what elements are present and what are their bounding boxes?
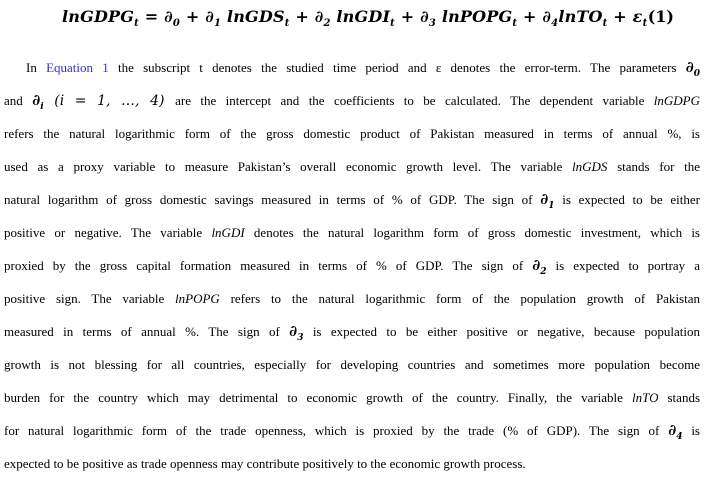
text-run: is expected to portray a <box>546 258 700 273</box>
subscript: 3 <box>428 18 437 30</box>
paragraph-line <box>4 150 700 183</box>
paragraph-line <box>4 84 700 117</box>
text-run: the subscript t denotes the studied time period and ε denotes the error-term. The parameters <box>108 60 686 75</box>
subscript: 2 <box>540 267 547 277</box>
subscript: 4 <box>676 432 683 442</box>
text-run: for natural logarithmic form of the trade openness, which is proxied by the trade (% of GDP). The sign of <box>4 423 669 438</box>
paragraph-line <box>4 315 700 348</box>
text-run: lnPOPG <box>175 291 220 306</box>
subscript: t <box>284 18 290 30</box>
subscript: t <box>642 18 648 30</box>
text-run: is <box>682 423 700 438</box>
text-run: is expected to be either <box>554 192 700 207</box>
text-run: lnGDI <box>211 225 245 240</box>
text-run: = <box>138 7 165 26</box>
paragraph-line <box>4 216 700 249</box>
text-run: + <box>289 7 315 26</box>
text-run: and <box>4 93 33 108</box>
text-run: expected to be positive as trade openness may contribute positively to the economic growth process. <box>4 456 526 471</box>
math-symbol: $\partial_4$ <box>542 7 559 30</box>
equation <box>62 7 648 30</box>
text-run: is expected to be either positive or negative, because population <box>303 324 701 339</box>
math-symbol: lnGDPG$_t$ <box>62 7 139 30</box>
text-run: refers to the natural logarithmic form of the population growth of Pakistan <box>219 291 700 306</box>
text-run: lnTO <box>631 390 659 405</box>
subscript: 1 <box>548 201 555 211</box>
math-symbol: lnGDS$_t$ <box>221 7 290 30</box>
subscript: t <box>390 18 395 30</box>
text-run: proxied by the gross capital formation measured in terms of % of GDP. The sign of <box>4 258 533 273</box>
subscript: t <box>134 18 139 30</box>
math-symbol: $\partial_0$ <box>164 7 181 30</box>
paragraph-line <box>4 414 700 447</box>
paragraph-line <box>4 282 700 315</box>
math-symbol: $\partial_1$ <box>205 7 222 30</box>
text-run: lnGDPG <box>653 93 700 108</box>
math-symbol: $\partial_3$ <box>420 7 437 30</box>
text-run: positive or negative. The variable <box>4 225 212 240</box>
subscript: t <box>602 18 608 30</box>
text-run: measured in terms of annual %. The sign of <box>4 324 290 339</box>
text-run: refers the natural logarithmic form of the gross domestic product of Pakistan measured in terms of annual %, is <box>4 126 700 141</box>
text-run: growth is not blessing for all countries, especially for developing countries and sometimes more population become <box>4 357 700 372</box>
subscript: 4 <box>551 18 559 30</box>
text-run: + <box>180 7 206 26</box>
text-run: (i = 1, …, 4) <box>43 93 176 109</box>
equation-number: (1) <box>647 7 674 26</box>
subscript: 1 <box>213 18 222 30</box>
paragraph-line <box>4 183 700 216</box>
subscript: 3 <box>297 333 304 343</box>
text-run: stands <box>658 390 700 405</box>
subscript: 0 <box>172 18 181 30</box>
subscript: 2 <box>323 18 331 30</box>
math-symbol: lnPOPG$_t$ <box>436 7 518 30</box>
paragraph-line <box>4 348 700 381</box>
text-run: burden for the country which may detrimental to economic growth of the country. Finally, the variable <box>4 390 632 405</box>
paragraph-line <box>4 381 700 414</box>
subscript: t <box>512 18 518 30</box>
text-run: + <box>394 7 421 26</box>
math-symbol: $\partial_i$ <box>32 91 44 112</box>
paragraph-line <box>4 117 700 150</box>
paragraph-line <box>4 51 700 84</box>
math-symbol: $\partial_2$ <box>314 7 331 30</box>
text-run: denotes the natural logarithm form of gross domestic investment, which is <box>244 225 700 240</box>
equation-row <box>0 4 704 38</box>
subscript: 0 <box>693 69 700 79</box>
text-run: stands for the <box>607 159 700 174</box>
text-run: are the intercept and the coefficients to be calculated. The dependent variable <box>175 93 654 108</box>
math-symbol: $\partial_0$ <box>685 58 700 79</box>
text-run: positive sign. The variable <box>4 291 176 306</box>
math-symbol: $\partial_4$ <box>668 421 683 442</box>
equation-reference-link[interactable]: Equation 1 <box>46 60 109 75</box>
math-symbol: $\varepsilon_t$ <box>632 7 648 30</box>
text-run: + <box>607 7 633 26</box>
math-symbol: lnTO$_t$ <box>558 7 608 30</box>
paragraph-line <box>4 447 700 480</box>
text-run: + <box>517 7 543 26</box>
text-run: natural logarithm of gross domestic savings measured in terms of % of GDP. The sign of <box>4 192 541 207</box>
text-run: In <box>26 60 47 75</box>
math-symbol: $\partial_3$ <box>289 322 304 343</box>
subscript: i <box>40 102 44 112</box>
math-symbol: $\partial_2$ <box>532 256 547 277</box>
text-run: lnGDS <box>572 159 608 174</box>
text-run: used as a proxy variable to measure Pakistan’s overall economic growth level. The variable <box>4 159 573 174</box>
paragraph-line <box>4 249 700 282</box>
math-symbol: $\partial_1$ <box>540 190 555 211</box>
paragraph <box>4 51 700 480</box>
math-symbol: lnGDI$_t$ <box>330 7 395 30</box>
